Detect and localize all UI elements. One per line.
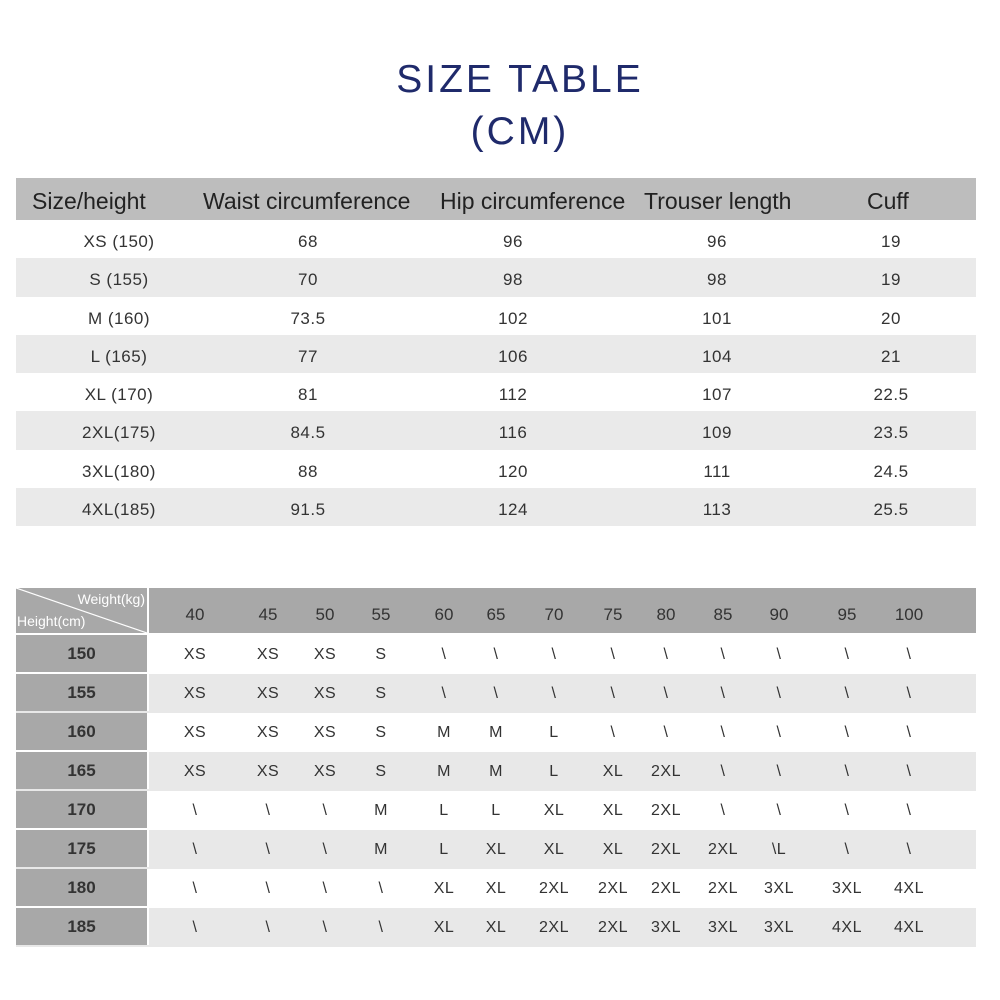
height-axis-label: Height(cm) <box>17 613 86 629</box>
size-cell: 2XL <box>598 880 628 897</box>
size-cell: \ <box>776 763 782 780</box>
size-cell: \ <box>906 802 912 819</box>
header-waist: Waist circumference <box>203 188 411 214</box>
size-cell: \ <box>663 724 669 741</box>
size-cell: \L <box>771 841 787 858</box>
size-cell: \ <box>192 919 198 936</box>
size-cell: XL <box>433 919 455 936</box>
height-row-header: 175 <box>16 830 149 867</box>
weight-column-header: 65 <box>486 605 506 624</box>
size-cell: M <box>437 724 451 741</box>
size-cell: M <box>489 724 503 741</box>
weight-column-header: 95 <box>837 605 857 624</box>
size-cell: XS <box>313 763 337 780</box>
size-chart-row <box>16 830 976 869</box>
size-cell: \ <box>663 646 669 663</box>
size-cell: XS <box>313 724 337 741</box>
measurement-table-header <box>16 178 976 220</box>
measurement-row <box>16 450 976 488</box>
height-row-header: 165 <box>16 752 149 789</box>
measurement-value: 70 <box>298 270 318 290</box>
size-cell: \ <box>265 841 271 858</box>
measurement-value: 96 <box>707 232 727 251</box>
size-cell: M <box>489 763 503 780</box>
measurement-value: 24.5 <box>873 461 909 481</box>
size-cell: \ <box>551 685 557 702</box>
size-chart-row <box>16 791 976 830</box>
size-cell: \ <box>906 841 912 858</box>
size-chart-row <box>16 908 976 947</box>
weight-column-header: 70 <box>544 605 564 624</box>
weight-column-header: 75 <box>603 605 623 624</box>
size-label: S (155) <box>89 270 149 290</box>
weight-column-header: 90 <box>769 605 789 624</box>
weight-column-header: 45 <box>258 605 278 624</box>
page-subtitle-unit: (CM) <box>470 110 570 153</box>
size-chart-row <box>16 635 976 674</box>
size-cell: 2XL <box>651 802 681 819</box>
size-cell: M <box>374 802 388 819</box>
measurement-row <box>16 258 976 296</box>
measurement-value: 81 <box>298 385 318 405</box>
size-cell: 3XL <box>764 919 794 936</box>
weight-axis-label: Weight(kg) <box>77 591 145 607</box>
size-cell: XS <box>313 646 337 663</box>
measurement-value: 109 <box>702 423 732 443</box>
size-label: XS (150) <box>83 232 155 251</box>
size-cell: XL <box>485 880 507 897</box>
size-cell: XS <box>183 685 207 702</box>
size-cell: \ <box>776 685 782 702</box>
size-cell: 2XL <box>539 919 569 936</box>
size-cell: \ <box>720 646 726 663</box>
height-row-header: 185 <box>16 908 149 945</box>
height-row-header: 155 <box>16 674 149 711</box>
size-cell: \ <box>844 724 850 741</box>
size-cell: L <box>549 763 559 780</box>
measurement-value: 91.5 <box>290 500 326 520</box>
size-cell: \ <box>192 880 198 897</box>
size-cell: \ <box>322 841 328 858</box>
weight-column-header: 50 <box>315 605 335 624</box>
size-cell: \ <box>610 724 616 741</box>
size-cell: \ <box>844 646 850 663</box>
size-cell: \ <box>551 646 557 663</box>
size-cell: S <box>375 724 387 741</box>
size-cell: XS <box>256 646 280 663</box>
size-cell: 3XL <box>708 919 738 936</box>
size-cell: 4XL <box>832 919 862 936</box>
size-cell: \ <box>378 919 384 936</box>
size-label: M (160) <box>87 308 151 328</box>
measurement-row <box>16 411 976 449</box>
size-cell: \ <box>720 802 726 819</box>
size-cell: XS <box>256 685 280 702</box>
measurement-value: 107 <box>702 385 732 405</box>
measurement-value: 73.5 <box>290 308 326 328</box>
size-cell: XL <box>602 841 624 858</box>
size-cell: XS <box>183 646 207 663</box>
size-cell: XS <box>256 763 280 780</box>
size-cell: 2XL <box>708 841 738 858</box>
size-cell: \ <box>906 763 912 780</box>
measurement-value: 111 <box>703 461 731 481</box>
measurement-value: 102 <box>498 308 528 328</box>
size-cell: L <box>439 802 449 819</box>
measurement-value: 104 <box>702 346 732 366</box>
size-cell: \ <box>265 919 271 936</box>
size-cell: XS <box>183 763 207 780</box>
size-cell: XL <box>433 880 455 897</box>
size-cell: 2XL <box>651 880 681 897</box>
measurement-value: 98 <box>707 270 727 290</box>
corner-cell <box>16 588 149 633</box>
size-label: 2XL(175) <box>82 423 156 443</box>
size-cell: \ <box>776 724 782 741</box>
size-cell: XL <box>543 802 565 819</box>
size-chart-header <box>16 588 976 633</box>
size-cell: \ <box>441 685 447 702</box>
size-cell: \ <box>776 802 782 819</box>
size-cell: XL <box>543 841 565 858</box>
measurement-value: 106 <box>498 346 528 366</box>
page-title: SIZE TABLE <box>396 58 644 101</box>
measurement-value: 120 <box>498 461 528 481</box>
size-cell: \ <box>192 802 198 819</box>
weight-column-header: 85 <box>713 605 733 624</box>
size-cell: \ <box>844 841 850 858</box>
weight-column-header: 55 <box>371 605 391 624</box>
size-label: 3XL(180) <box>82 461 156 481</box>
size-label: L (165) <box>90 346 148 366</box>
size-label: XL (170) <box>84 385 154 405</box>
size-cell: \ <box>610 685 616 702</box>
size-cell: \ <box>844 802 850 819</box>
size-cell: M <box>437 763 451 780</box>
size-cell: \ <box>906 724 912 741</box>
size-cell: XL <box>485 841 507 858</box>
measurement-row <box>16 220 976 258</box>
measurement-value: 77 <box>298 346 318 366</box>
size-cell: \ <box>322 880 328 897</box>
size-cell: M <box>374 841 388 858</box>
height-row-header: 160 <box>16 713 149 750</box>
measurement-value: 19 <box>881 232 901 251</box>
size-cell: XS <box>313 685 337 702</box>
header-trouser-length: Trouser length <box>644 188 792 214</box>
size-cell: \ <box>441 646 447 663</box>
measurement-row <box>16 297 976 335</box>
size-cell: \ <box>265 880 271 897</box>
size-cell: \ <box>610 646 616 663</box>
size-cell: S <box>375 646 387 663</box>
size-cell: XL <box>602 763 624 780</box>
measurement-value: 21 <box>881 346 901 366</box>
height-row-header: 150 <box>16 635 149 672</box>
measurement-value: 88 <box>298 461 318 481</box>
size-cell: \ <box>493 646 499 663</box>
measurement-value: 101 <box>702 308 732 328</box>
size-cell: \ <box>720 685 726 702</box>
measurement-row <box>16 335 976 373</box>
size-cell: 2XL <box>598 919 628 936</box>
measurement-row <box>16 373 976 411</box>
weight-column-header: 40 <box>185 605 205 624</box>
size-chart-row <box>16 752 976 791</box>
size-cell: \ <box>265 802 271 819</box>
size-chart-row <box>16 674 976 713</box>
measurement-value: 98 <box>503 270 523 290</box>
size-cell: L <box>549 724 559 741</box>
size-cell: L <box>439 841 449 858</box>
size-cell: \ <box>720 763 726 780</box>
measurement-value: 84.5 <box>290 423 326 443</box>
size-cell: \ <box>844 763 850 780</box>
size-cell: \ <box>493 685 499 702</box>
header-cuff: Cuff <box>867 188 909 214</box>
size-cell: \ <box>322 919 328 936</box>
measurement-table <box>16 178 976 526</box>
size-cell: 4XL <box>894 919 924 936</box>
size-cell: 2XL <box>539 880 569 897</box>
size-cell: XS <box>256 724 280 741</box>
size-cell: \ <box>720 724 726 741</box>
height-row-header: 180 <box>16 869 149 906</box>
size-recommendation-table <box>16 588 976 947</box>
height-row-header: 170 <box>16 791 149 828</box>
measurement-row <box>16 488 976 526</box>
size-cell: XL <box>602 802 624 819</box>
measurement-value: 124 <box>498 500 528 520</box>
size-cell: \ <box>192 841 198 858</box>
size-cell: 2XL <box>651 763 681 780</box>
measurement-value: 112 <box>498 385 528 405</box>
size-cell: \ <box>663 685 669 702</box>
measurement-value: 116 <box>498 423 528 443</box>
measurement-value: 113 <box>702 500 732 520</box>
size-cell: 2XL <box>651 841 681 858</box>
weight-column-header: 80 <box>656 605 676 624</box>
header-size-height: Size/height <box>32 188 146 214</box>
size-chart-row <box>16 869 976 908</box>
measurement-value: 23.5 <box>873 423 909 443</box>
weight-column-header: 60 <box>434 605 454 624</box>
size-cell: \ <box>322 802 328 819</box>
size-cell: 3XL <box>764 880 794 897</box>
size-cell: L <box>491 802 501 819</box>
size-cell: \ <box>906 646 912 663</box>
size-cell: S <box>375 685 387 702</box>
size-cell: XL <box>485 919 507 936</box>
size-cell: \ <box>776 646 782 663</box>
measurement-value: 96 <box>503 232 523 251</box>
header-hip: Hip circumference <box>440 188 626 214</box>
size-cell: \ <box>906 685 912 702</box>
size-chart-row <box>16 713 976 752</box>
size-cell: 3XL <box>651 919 681 936</box>
measurement-value: 68 <box>298 232 318 251</box>
weight-column-header: 100 <box>894 605 924 624</box>
size-cell: 4XL <box>894 880 924 897</box>
size-cell: \ <box>844 685 850 702</box>
size-cell: \ <box>378 880 384 897</box>
size-cell: XS <box>183 724 207 741</box>
size-cell: S <box>375 763 387 780</box>
measurement-value: 20 <box>881 308 901 328</box>
measurement-value: 22.5 <box>873 385 909 405</box>
size-cell: 2XL <box>708 880 738 897</box>
measurement-value: 25.5 <box>873 500 909 520</box>
measurement-value: 19 <box>881 270 901 290</box>
size-label: 4XL(185) <box>82 500 156 520</box>
size-cell: 3XL <box>832 880 862 897</box>
